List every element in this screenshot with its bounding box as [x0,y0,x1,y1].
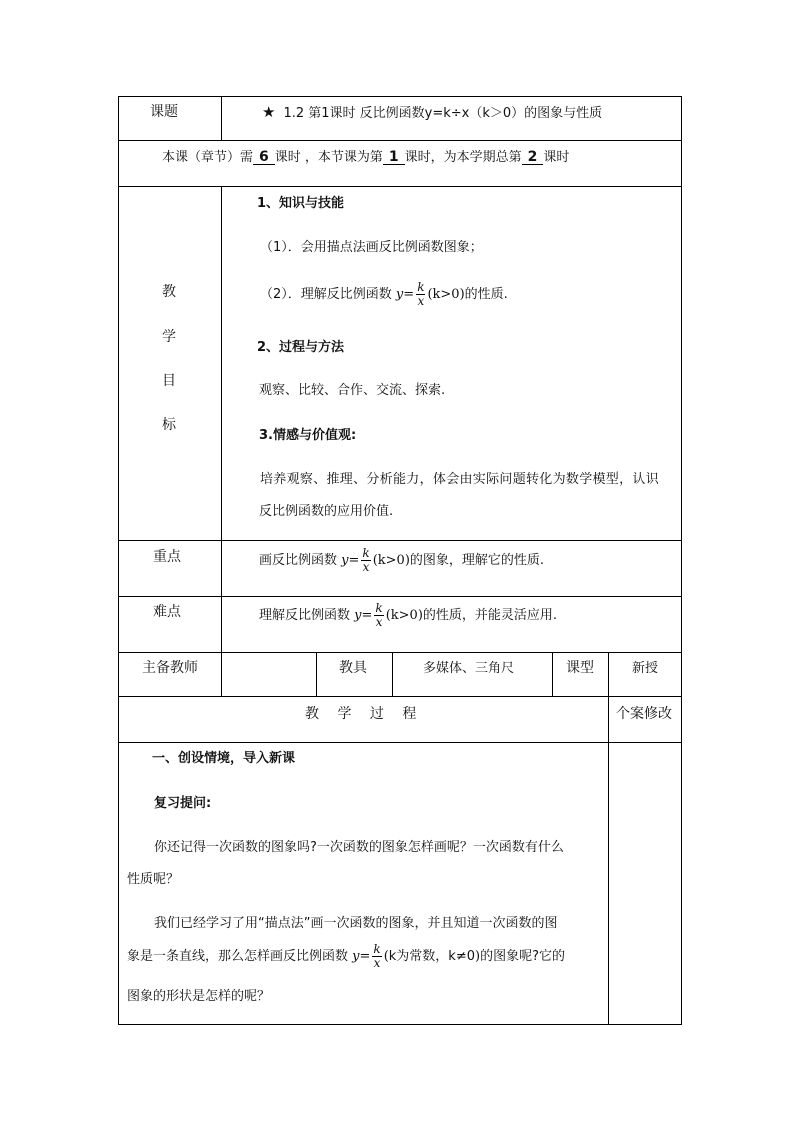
formula-constant-condition: k为常数，k≠0 [388,949,476,964]
row-divider [118,186,682,187]
difficulty-text: 的性质，并能灵活应用. [422,608,558,623]
formula-eq: = [348,553,360,568]
objective-text: 的性质. [464,287,508,302]
formula-numerator: k [362,546,370,560]
difficulty-label: 难点 [153,604,181,620]
formula-y: y [352,949,360,964]
difficulty-text: 理解反比例函数 [259,608,351,623]
formula-eq: = [361,608,373,623]
formula-eq: = [403,287,415,302]
table-border-top [118,96,682,97]
formula-denominator: x [362,560,370,574]
formula-numerator: k [373,942,381,956]
formula-denominator: x [375,615,383,629]
objective-item-formula [260,280,508,310]
formula-fraction [372,943,381,970]
hours-text: 课时 [543,150,570,165]
objective-heading-knowledge: 1、知识与技能 [257,196,345,211]
formula-eq: = [359,949,371,964]
formula-fraction [416,281,425,308]
star-icon: ★ [262,103,276,121]
row-divider [118,596,682,597]
objective-text: （2）．理解反比例函数 [260,287,392,302]
hours-line [162,150,569,166]
formula-denominator: x [373,956,381,970]
formula-condition: (k>0) [372,553,410,568]
objective-item: 反比例函数的应用价值. [259,504,394,519]
key-point-content [259,546,544,576]
paragraph-line: 我们已经学习了用“描点法”画一次函数的图象，并且知道一次函数的图 [154,916,558,931]
topic-title [262,104,602,122]
objectives-label-char: 目 [162,373,176,389]
objective-item: 培养观察、推理、分析能力，体会由实际问题转化为数学模型，认识 [260,472,660,487]
objective-item: （1）．会用描点法画反比例函数图象； [260,240,483,255]
objectives-label-char: 教 [162,284,176,300]
topic-label: 课题 [150,104,178,120]
paragraph-line-formula [127,942,565,972]
hours-text: 课时 ，本节课为第 [274,150,383,165]
formula-condition-open: ( [383,949,389,964]
table-border-left [118,96,119,1025]
hours-text: 本课（章节）需 [162,150,254,165]
process-header: 教 学 过 程 [305,706,417,722]
hours-term: 2 [522,150,544,165]
column-divider [316,652,317,696]
teacher-label: 主备教师 [142,660,198,676]
formula-y: y [354,608,362,623]
section-heading: 一、创设情境，导入新课 [152,751,296,766]
paragraph-text: 的图象呢?它的 [480,949,565,964]
key-point-label: 重点 [153,549,181,565]
hours-text: 课时，为本学期总第 [404,150,522,165]
hours-total: 6 [253,150,275,165]
objective-item: 观察、比较、合作、交流、探索. [259,383,446,398]
objectives-label-char: 学 [162,329,176,345]
sub-heading: 复习提问: [154,796,212,811]
formula-numerator: k [417,280,425,294]
objectives-label-char: 标 [162,417,176,433]
hours-current: 1 [383,150,405,165]
formula-y: y [395,287,404,302]
table-border-bottom [118,1024,682,1025]
column-divider [552,652,553,696]
lesson-type-value: 新授 [632,661,659,676]
difficulty-content [259,601,557,631]
key-point-text: 的图象，理解它的性质. [409,553,545,568]
case-revision-header: 个案修改 [616,706,672,722]
formula-condition: (k>0) [427,287,465,302]
row-divider [118,696,682,697]
column-divider [221,186,222,696]
row-divider [118,140,682,141]
formula-condition: (k>0) [385,608,423,623]
tools-value: 多媒体、三角尺 [423,661,515,676]
column-divider [608,652,609,1025]
formula-numerator: k [375,601,383,615]
paragraph-text: 象是一条直线，那么怎样画反比例函数 [127,949,349,964]
column-divider [221,96,222,140]
formula-condition-close: ) [475,949,481,964]
formula-denominator: x [417,294,425,308]
formula-y: y [341,553,349,568]
paragraph-line: 图象的形状是怎样的呢？ [127,989,271,1004]
row-divider [118,652,682,653]
objective-heading-process: 2、过程与方法 [257,340,345,355]
paragraph-line: 你还记得一次函数的图象吗?一次函数的图象怎样画呢？一次函数有什么 [154,840,564,855]
row-divider [118,742,682,743]
formula-fraction [361,547,370,574]
objective-heading-attitude: 3.情感与价值观: [259,428,357,443]
topic-title-text: 1.2 第1课时 反比例函数y=k÷x（k＞0）的图象与性质 [283,106,603,121]
table-border-right [681,96,682,1025]
tools-label: 教具 [339,660,367,676]
row-divider [118,540,682,541]
key-point-text: 画反比例函数 [259,553,338,568]
lesson-type-label: 课型 [566,660,594,676]
formula-fraction [374,602,383,629]
column-divider [392,652,393,696]
paragraph-line: 性质呢？ [127,872,180,887]
